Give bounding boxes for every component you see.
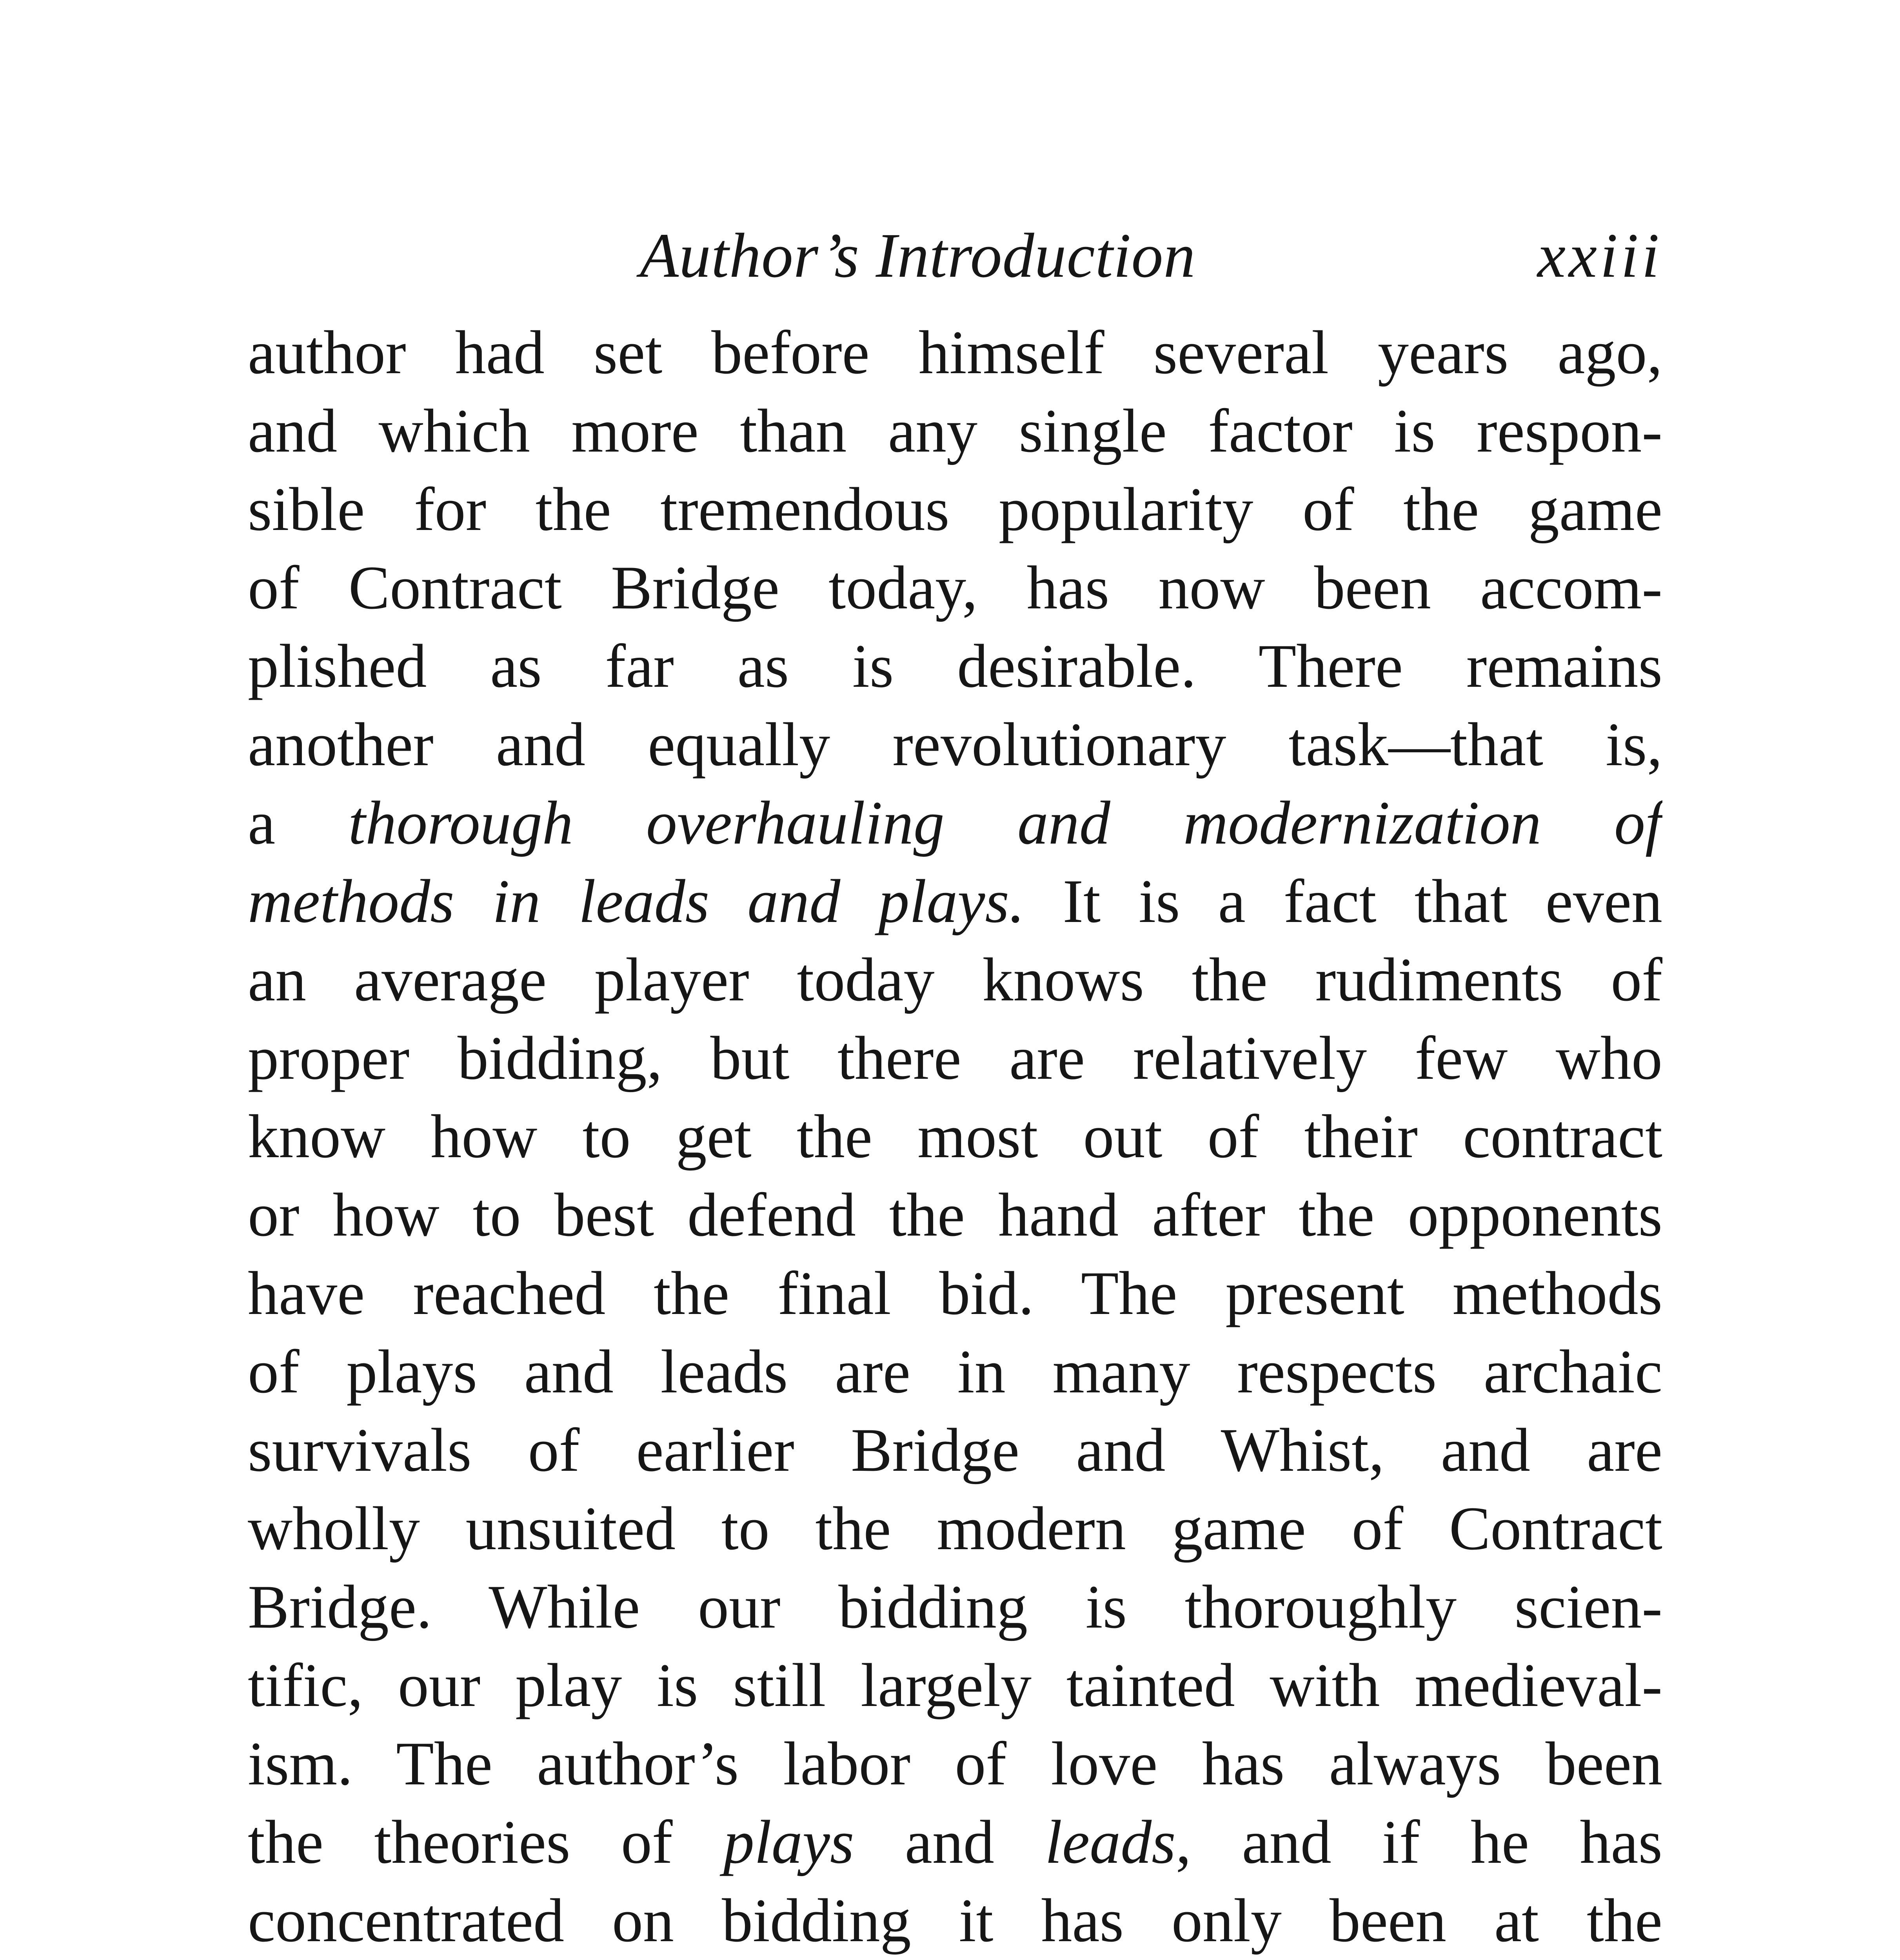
text-segment: tific, our play is still largely tainted with medieval- — [248, 1651, 1662, 1720]
text-line — [248, 706, 1662, 784]
italic-text-segment: leads — [1045, 1808, 1176, 1877]
text-segment: sible for the tremendous popularity of the game — [248, 475, 1662, 544]
running-header — [248, 220, 1662, 290]
text-segment: of plays and leads are in many respects archaic — [248, 1338, 1662, 1406]
running-title: Author’s Introduction — [640, 221, 1196, 291]
text-segment: of Contract Bridge today, has now been accom- — [248, 554, 1662, 622]
text-line — [248, 1176, 1662, 1254]
page-number: xxiii — [1537, 221, 1662, 291]
italic-text-segment: methods in leads and plays. — [248, 867, 1025, 936]
text-line — [248, 470, 1662, 549]
text-line — [248, 1098, 1662, 1176]
text-segment: have reached the final bid. The present methods — [248, 1259, 1662, 1328]
text-line — [248, 1646, 1662, 1725]
text-segment: the theories of — [248, 1808, 723, 1877]
text-line — [248, 941, 1662, 1019]
text-segment: and — [854, 1808, 1045, 1877]
text-segment: It is a fact that even — [1024, 867, 1662, 936]
text-segment: plished as far as is desirable. There remains — [248, 632, 1662, 701]
text-segment: ism. The author’s labor of love has always been — [248, 1730, 1662, 1798]
text-segment: an average player today knows the rudiments of — [248, 946, 1662, 1014]
text-line — [248, 1411, 1662, 1490]
text-line — [248, 1254, 1662, 1333]
text-segment: wholly unsuited to the modern game of Contract — [248, 1494, 1662, 1563]
text-line — [248, 392, 1662, 470]
text-segment: or how to best defend the hand after the opponents — [248, 1181, 1662, 1249]
text-line — [248, 1568, 1662, 1646]
text-segment: know how to get the most out of their contract — [248, 1102, 1662, 1171]
text-line — [248, 549, 1662, 627]
text-segment: author had set before himself several years ago, — [248, 318, 1662, 387]
text-segment: survivals of earlier Bridge and Whist, and are — [248, 1416, 1662, 1485]
text-segment: , and if he has — [1175, 1808, 1662, 1877]
text-segment: proper bidding, but there are relatively few who — [248, 1024, 1662, 1093]
text-line — [248, 1333, 1662, 1411]
italic-text-segment: thorough overhauling and modernization of — [348, 789, 1662, 857]
text-line — [248, 784, 1662, 862]
italic-text-segment: plays — [723, 1808, 854, 1877]
text-segment: and which more than any single factor is respon- — [248, 397, 1662, 465]
text-line — [248, 862, 1662, 941]
text-line — [248, 1490, 1662, 1568]
text-segment: Bridge. While our bidding is thoroughly scien- — [248, 1573, 1662, 1641]
text-line — [248, 1803, 1662, 1882]
text-line — [248, 1882, 1662, 1960]
text-line — [248, 627, 1662, 706]
text-line — [248, 1725, 1662, 1803]
text-segment: another and equally revolutionary task—that is, — [248, 710, 1662, 779]
text-line — [248, 314, 1662, 392]
body-text — [248, 314, 1662, 1960]
text-segment: concentrated on bidding it has only been at the — [248, 1886, 1662, 1955]
text-segment: a — [248, 789, 349, 857]
text-line — [248, 1019, 1662, 1098]
